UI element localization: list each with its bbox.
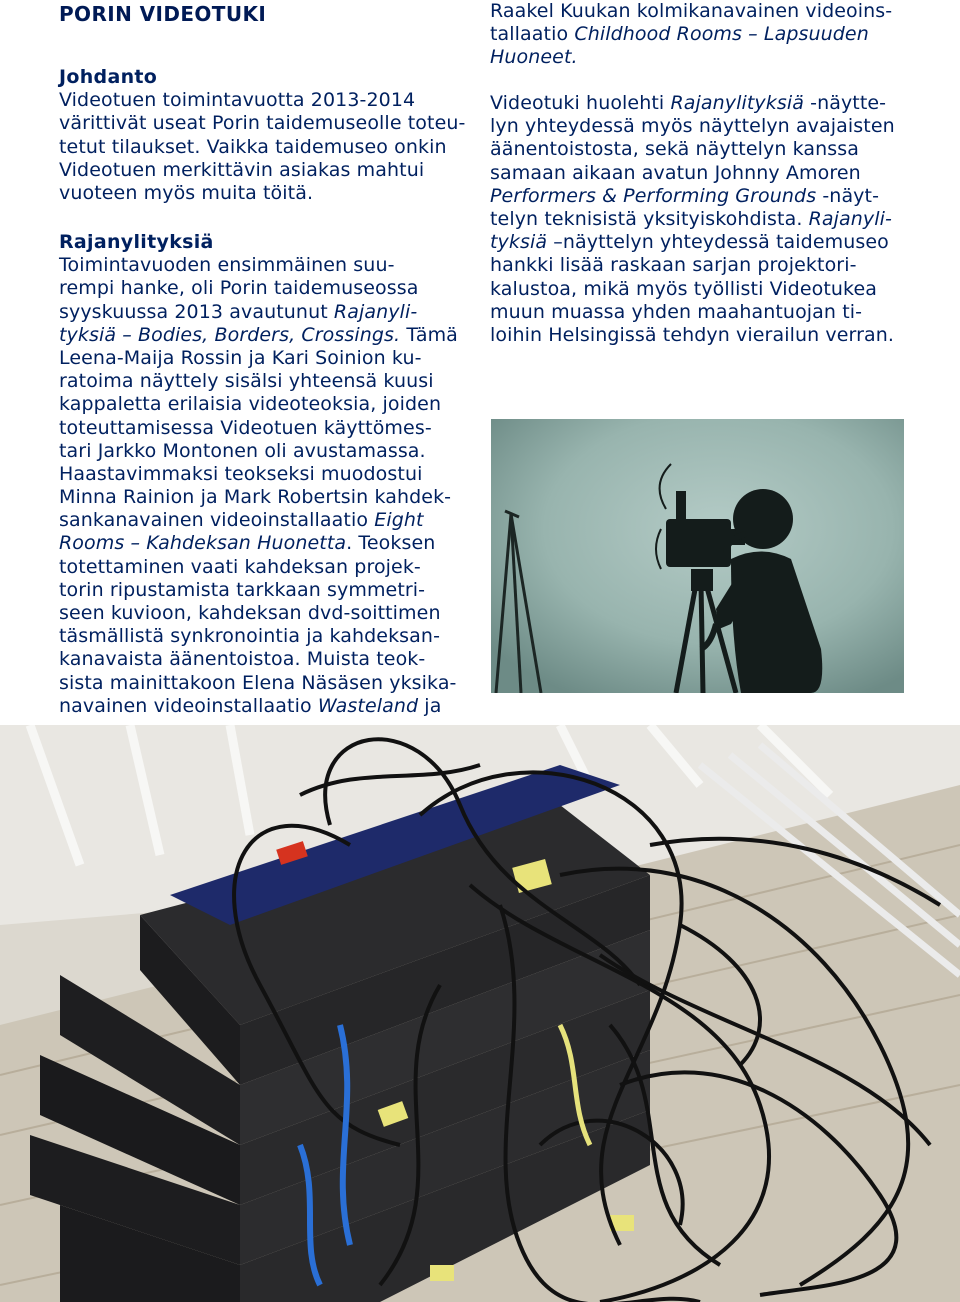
body-line: täsmällistä synkronointia ja kahdeksan- xyxy=(59,625,441,648)
body-line: Toimintavuoden ensimmäinen suu- xyxy=(59,254,395,277)
intro-line: vuoteen myös muita töitä. xyxy=(59,181,314,204)
body-line: rempi hanke, oli Porin taidemuseossa xyxy=(59,277,419,300)
section-heading: Rajanylityksiä xyxy=(59,231,214,253)
body-text: sankanavainen videoinstallaatio xyxy=(59,509,375,532)
right-paragraph-2 xyxy=(490,92,930,347)
body-line: Raakel Kuukan kolmikanavainen videoins- xyxy=(490,0,893,22)
cameraman-silhouette-photo xyxy=(491,419,904,693)
body-line: kappaletta erilaisia videoteoksia, joiden xyxy=(59,393,442,416)
body-text: telyn teknisistä yksityiskohdista. xyxy=(490,207,809,230)
body-line: sista mainittakoon Elena Näsäsen yksika- xyxy=(59,671,457,694)
body-line: kanavaista äänentoistoa. Muista teok- xyxy=(59,648,426,671)
body-line xyxy=(59,532,479,555)
intro-line: Videotuen toimintavuotta 2013-2014 xyxy=(59,89,416,112)
exhibition-title: Rajanyli- xyxy=(808,207,892,230)
body-line: loihin Helsingissä tehdyn vierailun verran. xyxy=(490,323,895,346)
right-paragraph-1 xyxy=(490,0,930,70)
body-line: tari Jarkko Montonen oli avustamassa. xyxy=(59,439,426,462)
body-line: totettaminen vaati kahdeksan projek- xyxy=(59,555,421,578)
body-line: muun muassa yhden maahantuojan ti- xyxy=(490,300,863,323)
body-line xyxy=(490,231,930,254)
exhibition-title: Rajanylityksiä xyxy=(670,92,804,114)
body-line xyxy=(490,208,930,231)
body-line: hankki lisää raskaan sarjan projektori- xyxy=(490,254,857,277)
body-text: tallaatio xyxy=(490,23,575,46)
body-text: Videotuki huolehti xyxy=(490,92,671,114)
body-line xyxy=(59,509,479,532)
intro-line: värittivät useat Porin taidemuseolle toteu- xyxy=(59,112,466,135)
body-text: –näyttelyn yhteydessä taidemuseo xyxy=(547,231,889,254)
body-line: samaan aikaan avatun Johnny Amoren xyxy=(490,161,861,184)
body-line xyxy=(59,301,479,324)
exhibition-title: Rajanyli- xyxy=(333,300,418,323)
cameraman-silhouette-image xyxy=(491,419,904,693)
body-line: toteuttamisessa Videotuen käyttömes- xyxy=(59,416,432,439)
body-line: torin ripustamista tarkkaan symmetri- xyxy=(59,578,426,601)
body-line: Haastavimmaksi teokseksi muodostui xyxy=(59,462,423,485)
body-line: lyn yhteydessä myös näyttelyn avajaisten xyxy=(490,115,895,138)
body-line xyxy=(490,185,930,208)
exhibition-title: tyksiä – Bodies, Borders, Crossings. xyxy=(59,323,401,346)
cables-equipment-photo xyxy=(0,725,960,1302)
body-text: -näytte- xyxy=(803,92,887,114)
intro-heading: Johdanto xyxy=(59,66,158,88)
work-title: Huoneet. xyxy=(490,46,578,69)
body-line xyxy=(490,46,930,69)
body-line: Minna Rainion ja Mark Robertsin kahdek- xyxy=(59,486,452,509)
work-title: Childhood Rooms – Lapsuuden xyxy=(574,23,869,46)
body-line xyxy=(59,695,479,718)
body-line xyxy=(59,324,479,347)
body-text: navainen videoinstallaatio xyxy=(59,694,318,717)
body-line: seen kuvioon, kahdeksan dvd-soittimen xyxy=(59,602,441,624)
exhibition-title: Performers & Performing Grounds xyxy=(490,184,817,207)
exhibition-title: tyksiä xyxy=(490,231,548,254)
cables-equipment-image xyxy=(0,725,960,1302)
work-title: Rooms – Kahdeksan Huonetta xyxy=(59,532,347,555)
body-text: -näyt- xyxy=(816,184,880,207)
body-line: Leena-Maija Rossin ja Kari Soinion ku- xyxy=(59,346,422,369)
body-text: Tämä xyxy=(400,323,458,346)
rajanylityksia-section xyxy=(59,231,479,718)
body-line xyxy=(490,23,930,46)
body-text: . Teoksen xyxy=(346,532,436,555)
intro-line: Videotuen merkittävin asiakas mahtui xyxy=(59,158,425,181)
body-line: ratoima näyttely sisälsi yhteensä kuusi xyxy=(59,370,434,393)
body-line: äänentoistosta, sekä näyttelyn kanssa xyxy=(490,138,860,161)
work-title: Eight xyxy=(374,509,424,532)
page-title: PORIN VIDEOTUKI xyxy=(59,2,267,26)
work-title: Wasteland xyxy=(317,694,419,717)
intro-section xyxy=(59,66,479,205)
body-line: kalustoa, mikä myös työllisti Videotukea xyxy=(490,277,877,300)
intro-line: tetut tilaukset. Vaikka taidemuseo onkin xyxy=(59,135,447,158)
body-line xyxy=(490,92,930,115)
body-text: syyskuussa 2013 avautunut xyxy=(59,300,334,323)
body-text: ja xyxy=(418,694,442,717)
